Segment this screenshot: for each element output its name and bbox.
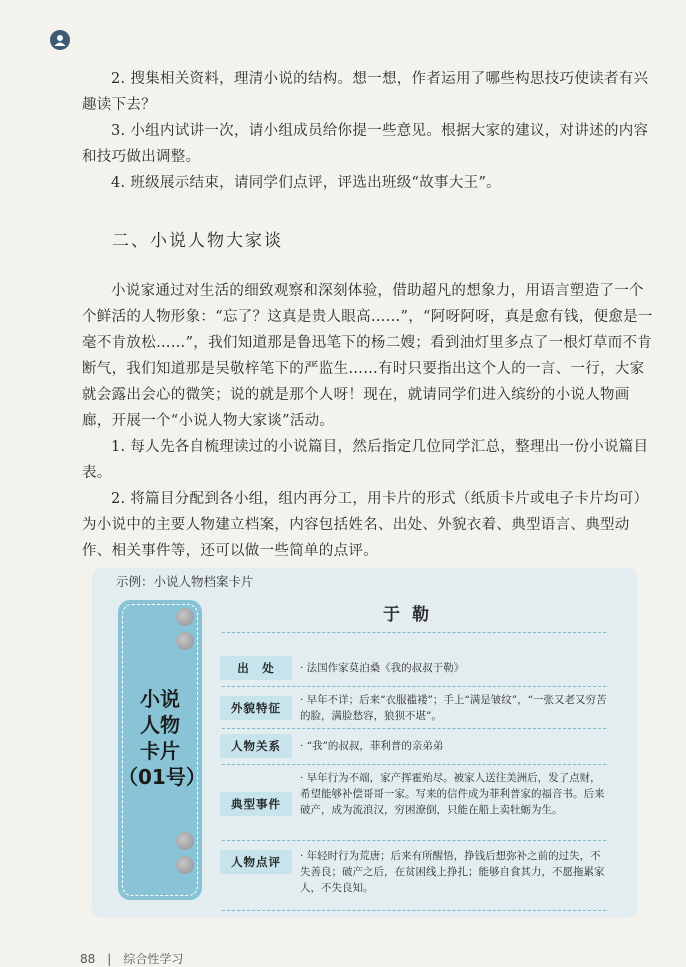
paragraph-intro: 小说家通过对生活的细致观察和深刻体验，借助超凡的想象力，用语言塑造了一个个鲜活的人物形象：“忘了？这真是贵人眼高……”，“阿呀阿呀，真是愈有钱，便愈是一毫不肯放松……”，我们知道那是鲁迅笔下的杨二嫂；看到油灯里多点了一根灯草而不肯断气，我们知道那是吴敬梓笔下的严监生……有时只要指出这个人的一言、一行，大家就会露出会心的微笑；说的就是那个人呀！现在，就请同学们进入缤纷的小说人物画廊，开展一个“小说人物大家谈”活动。 [82, 283, 653, 429]
divider [222, 632, 606, 633]
paragraph-step-2: 2. 搜集相关资料，理清小说的结构。想一想，作者运用了哪些构思技巧使读者有兴趣读下去？ [82, 71, 649, 113]
divider [222, 764, 606, 765]
card-character-name: 于勒 [383, 605, 441, 625]
divider [222, 840, 606, 841]
paragraph-step-3: 3. 小组内试讲一次，请小组成员给你提一些意见。根据大家的建议，对讲述的内容和技巧做出调整。 [82, 123, 649, 165]
field-value-relationship: · “我”的叔叔，菲利普的亲弟弟 [300, 740, 444, 752]
field-value-events: · 早年行为不端，家产挥霍殆尽。被家人送往美洲后，发了点财，希望能够补偿哥哥一家。写来的信件成为菲利普家的福音书。后来破产，成为流浪汉，穷困潦倒，只能在船上卖牡蛎为生。 [300, 772, 605, 816]
paragraph-task-2: 2. 将篇目分配到各小组，组内再分工，用卡片的形式（纸质卡片或电子卡片均可）为小说中的主要人物建立档案，内容包括姓名、出处、外貌衣着、典型语言、典型动作、相关事件等，还可以做一些简单的点评。 [82, 491, 649, 559]
card-tab-title: 小说 人物 卡片 （01号） [118, 687, 206, 789]
character-card [92, 568, 638, 918]
field-value-comment: · 年轻时行为荒唐；后来有所醒悟，挣钱后想弥补之前的过失，不失善良；破产之后，在贫困线上挣扎；能够自食其力，不愿拖累家人，不失良知。 [300, 850, 605, 894]
field-value-source: · 法国作家莫泊桑《我的叔叔于勒》 [300, 662, 465, 674]
divider [222, 686, 606, 687]
person-icon [50, 30, 70, 50]
card-caption: 示例：小说人物档案卡片 [116, 574, 254, 589]
field-value-appearance: · 早年不详；后来“衣服褴褛”；手上“满是皱纹”，“一张又老又穷苦的脸，满脸愁容，狼狈不堪”。 [300, 694, 607, 722]
field-label-comment: 人物点评 [220, 850, 292, 874]
binder-hole-icon [176, 856, 194, 874]
divider [222, 910, 606, 911]
field-label-source: 出 处 [220, 656, 292, 680]
binder-hole-icon [176, 832, 194, 850]
field-label-relationship: 人物关系 [220, 734, 292, 758]
section-heading: 二、小说人物大家谈 [112, 231, 283, 251]
paragraph-task-1: 1. 每人先各自梳理读过的小说篇目，然后指定几位同学汇总，整理出一份小说篇目表。 [82, 439, 649, 481]
paragraph-step-4: 4. 班级展示结束，请同学们点评，评选出班级“故事大王”。 [111, 175, 501, 191]
binder-hole-icon [176, 608, 194, 626]
binder-hole-icon [176, 632, 194, 650]
field-label-events: 典型事件 [220, 792, 292, 816]
page-footer: 88 | 综合性学习 [80, 952, 184, 966]
field-label-appearance: 外貌特征 [220, 696, 292, 720]
divider [222, 728, 606, 729]
